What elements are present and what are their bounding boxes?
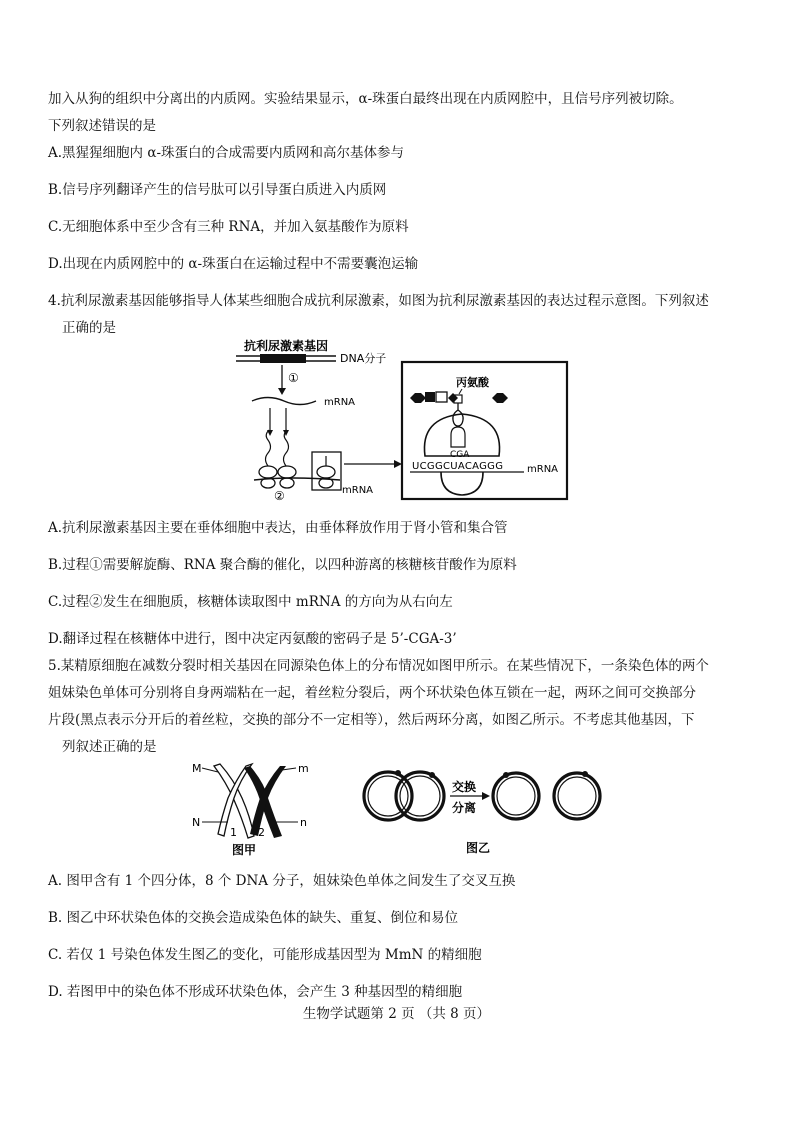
q3-option-b: B.信号序列翻译产生的信号肽可以引导蛋白质进入内质网 — [48, 182, 387, 198]
q5-option-a: A. 图甲含有 1 个四分体，8 个 DNA 分子，姐妹染色单体之间发生了交叉互换 — [48, 873, 516, 889]
figure-a-caption: 图甲 — [232, 843, 257, 857]
intro-line-1: 加入从狗的组织中分离出的内质网。实验结果显示，α-珠蛋白最终出现在内质网腔中，且信号序列被切除。 — [48, 91, 683, 107]
gene-region — [260, 354, 306, 363]
q3-option-d: D.出现在内质网腔中的 α-珠蛋白在运输过程中不需要囊泡运输 — [48, 256, 419, 272]
gene-n-lower: n — [300, 816, 307, 829]
q4-option-a: A.抗利尿激素基因主要在垂体细胞中表达，由垂体释放作用于肾小管和集合管 — [48, 520, 508, 536]
q4-stem-line-2: 正确的是 — [62, 320, 116, 336]
dna-label: DNA分子 — [340, 352, 387, 365]
q5-option-b: B. 图乙中环状染色体的交换会造成染色体的缺失、重复、倒位和易位 — [48, 910, 459, 926]
q5-stem-line-3: 片段(黑点表示分开后的着丝粒，交换的部分不一定相等），然后两环分离，如图乙所示。不考虑其他基因，下 — [48, 712, 695, 728]
mrna-label-2: mRNA — [342, 485, 374, 496]
q4-option-b: B.过程①需要解旋酶、RNA 聚合酶的催化，以四种游离的核糖核苷酸作为原料 — [48, 557, 517, 573]
chromosome-figure-a — [188, 756, 318, 862]
q5-stem-line-1: 5.某精原细胞在减数分裂时相关基因在同源染色体上的分布情况如图甲所示。在某些情况下，一条染色体的两个 — [48, 658, 709, 674]
figure-b-caption: 图乙 — [466, 841, 491, 855]
gene-expression-figure — [230, 338, 575, 503]
q5-option-d: D. 若图甲中的染色体不形成环状染色体，会产生 3 种基因型的精细胞 — [48, 984, 463, 1000]
anticodon-label: CGA — [450, 450, 470, 460]
gene-n-upper: N — [192, 816, 201, 829]
step-1-label: ① — [288, 371, 299, 385]
gene-m-upper: M — [192, 762, 202, 775]
q4-option-c: C.过程②发生在细胞质，核糖体读取图中 mRNA 的方向为从右向左 — [48, 594, 453, 610]
separation-label: 分离 — [452, 801, 477, 815]
q3-option-c: C.无细胞体系中至少含有三种 RNA，并加入氨基酸作为原料 — [48, 219, 409, 235]
gene-label: 抗利尿激素基因 — [244, 339, 329, 353]
mrna-label-1: mRNA — [324, 397, 356, 408]
mrna-sequence: UCGGCUACAGGG — [412, 461, 504, 472]
q5-option-c: C. 若仅 1 号染色体发生图乙的变化，可能形成基因型为 MmN 的精细胞 — [48, 947, 482, 963]
q5-stem-line-4: 列叙述正确的是 — [62, 739, 157, 755]
intro-line-2: 下列叙述错误的是 — [48, 118, 156, 134]
q4-stem-line-1: 4.抗利尿激素基因能够指导人体某些细胞合成抗利尿激素，如图为抗利尿激素基因的表达过程示意图。下列叙述 — [48, 293, 709, 309]
q4-option-d: D.翻译过程在核糖体中进行，图中决定丙氨酸的密码子是 5’-CGA-3’ — [48, 631, 457, 647]
mrna-label-3: mRNA — [527, 464, 559, 475]
gene-m-lower: m — [298, 762, 309, 775]
exchange-label: 交换 — [452, 780, 477, 794]
page-footer: 生物学试题第 2 页 （共 8 页） — [302, 1006, 491, 1022]
step-2-label: ② — [274, 489, 285, 503]
chromosome-2-label: 2 — [258, 826, 265, 839]
alanine-label: 丙氨酸 — [456, 376, 489, 389]
chromosome-1-label: 1 — [230, 826, 237, 839]
q5-stem-line-2: 姐妹染色单体可分别将自身两端粘在一起，着丝粒分裂后，两个环状染色体互锁在一起，两环之间可交换部分 — [48, 685, 696, 701]
q3-option-a: A.黑猩猩细胞内 α-珠蛋白的合成需要内质网和高尔基体参与 — [48, 145, 405, 161]
ring-chromosome-figure-b — [360, 762, 610, 862]
